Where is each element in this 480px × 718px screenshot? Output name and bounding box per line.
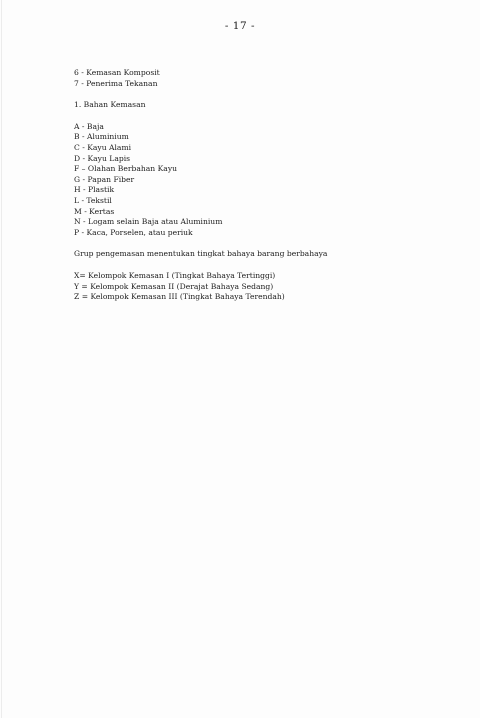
packing-group-item: Y = Kelompok Kemasan II (Derajat Bahaya Sedang) xyxy=(74,281,274,291)
material-item: P - Kaca, Porselen, atau periuk xyxy=(74,227,193,237)
material-item: B - Aluminium xyxy=(74,132,129,142)
page-content xyxy=(74,68,414,303)
section-title: 1. Bahan Kemasan xyxy=(74,100,146,110)
material-item: F – Olahan Berbahan Kayu xyxy=(74,164,177,174)
materials-list xyxy=(74,122,414,239)
page-edge xyxy=(1,0,2,718)
page-number: - 17 - xyxy=(224,20,256,32)
intro-list xyxy=(74,68,414,89)
group-intro-text: Grup pengemasan menentukan tingkat bahaya barang berbahaya xyxy=(74,249,328,259)
intro-item: 7 - Penerima Tekanan xyxy=(74,78,158,88)
packing-groups-list xyxy=(74,271,414,303)
group-intro-block xyxy=(74,249,414,260)
material-item: A - Baja xyxy=(74,121,104,131)
material-item: C - Kayu Alami xyxy=(74,142,132,152)
intro-item: 6 - Kemasan Komposit xyxy=(74,68,160,77)
material-item: H - Plastik xyxy=(74,185,115,195)
material-item: G - Papan Fiber xyxy=(74,174,135,184)
material-item: L - Tekstil xyxy=(74,195,112,205)
section-heading-block xyxy=(74,100,414,111)
material-item: M - Kertas xyxy=(74,206,115,216)
material-item: D - Kayu Lapis xyxy=(74,153,131,163)
packing-group-item: X= Kelompok Kemasan I (Tingkat Bahaya Tertinggi) xyxy=(74,270,276,280)
packing-group-item: Z = Kelompok Kemasan III (Tingkat Bahaya Terendah) xyxy=(74,292,285,302)
material-item: N - Logam selain Baja atau Aluminium xyxy=(74,217,223,227)
